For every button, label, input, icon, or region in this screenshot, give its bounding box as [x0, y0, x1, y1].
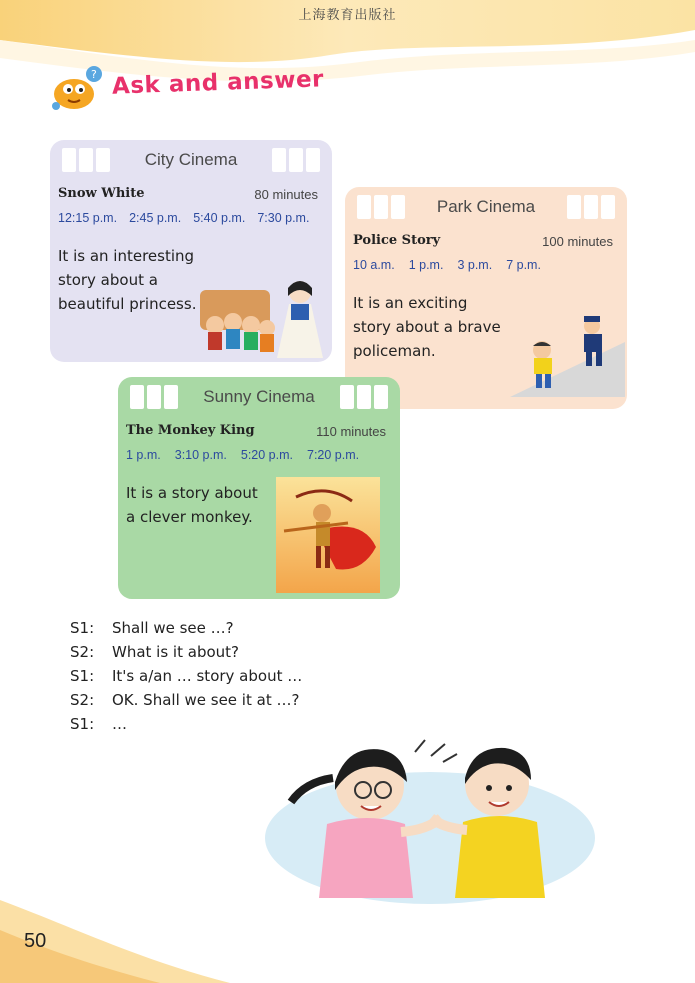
film-duration: 100 minutes — [542, 234, 613, 249]
dialogue-line — [70, 640, 302, 664]
ticket-blocks — [340, 385, 388, 409]
film-title: Snow White — [58, 186, 145, 201]
publisher-name: 上海教育出版社 — [298, 8, 397, 23]
snow-white-illustration — [195, 270, 330, 360]
film-description: It is an exciting story about a brave policeman. — [353, 294, 501, 360]
dialogue-line — [70, 688, 302, 712]
sunny-cinema-card — [118, 377, 400, 599]
film-duration: 110 minutes — [316, 424, 386, 439]
monkey-king-illustration — [276, 477, 380, 593]
showtime: 1 p.m. — [408, 258, 444, 272]
film-title: Police Story — [353, 233, 441, 248]
page-number: 50 — [24, 930, 47, 952]
showtime: 5:40 p.m. — [193, 211, 246, 225]
showtime: 2:45 p.m. — [129, 211, 182, 225]
showtime: 7:20 p.m. — [307, 448, 360, 462]
showtimes — [126, 448, 359, 462]
ticket-blocks — [567, 195, 615, 219]
showtime: 1 p.m. — [126, 448, 161, 462]
section-title: Ask and answer — [111, 66, 325, 100]
cinema-header — [345, 195, 627, 223]
dialogue-line — [70, 712, 302, 736]
showtimes — [58, 211, 309, 225]
line-text: What is it about? — [112, 643, 239, 661]
police-story-illustration — [510, 312, 625, 397]
park-cinema-card — [345, 187, 627, 409]
showtime: 10 a.m. — [353, 258, 395, 272]
showtimes — [353, 258, 541, 272]
line-text: OK. Shall we see it at …? — [112, 691, 300, 709]
showtime: 3 p.m. — [457, 258, 493, 272]
dialogue-line — [70, 664, 302, 688]
dialogue — [70, 616, 302, 736]
showtime: 3:10 p.m. — [174, 448, 227, 462]
svg-text:?: ? — [91, 68, 97, 81]
cinema-name: City Cinema — [144, 150, 238, 169]
film-duration: 80 minutes — [254, 187, 318, 202]
showtime: 7:30 p.m. — [257, 211, 310, 225]
mascot-icon — [48, 62, 110, 112]
line-text: Shall we see …? — [112, 619, 234, 637]
film-description: It is a story about a clever monkey. — [126, 484, 258, 526]
showtime: 12:15 p.m. — [58, 211, 118, 225]
cinema-name: Sunny Cinema — [203, 387, 315, 406]
showtime: 5:20 p.m. — [240, 448, 293, 462]
line-text: It's a/an … story about … — [112, 667, 303, 685]
dialogue-line — [70, 616, 302, 640]
speaker: S2: — [70, 691, 95, 709]
showtime: 7 p.m. — [506, 258, 541, 272]
cinema-name: Park Cinema — [436, 197, 536, 216]
children-talking-illustration — [255, 738, 600, 908]
film-title: The Monkey King — [126, 423, 255, 438]
city-cinema-card — [50, 140, 332, 362]
film-description: It is an interesting story about a beautiful princess. — [58, 247, 197, 313]
ticket-blocks — [272, 148, 320, 172]
speaker: S1: — [70, 667, 95, 685]
speaker: S1: — [70, 715, 95, 733]
line-text: … — [112, 715, 127, 733]
cinema-header — [50, 148, 332, 176]
speaker: S2: — [70, 643, 95, 661]
speaker: S1: — [70, 619, 95, 637]
cinema-header — [118, 385, 400, 413]
